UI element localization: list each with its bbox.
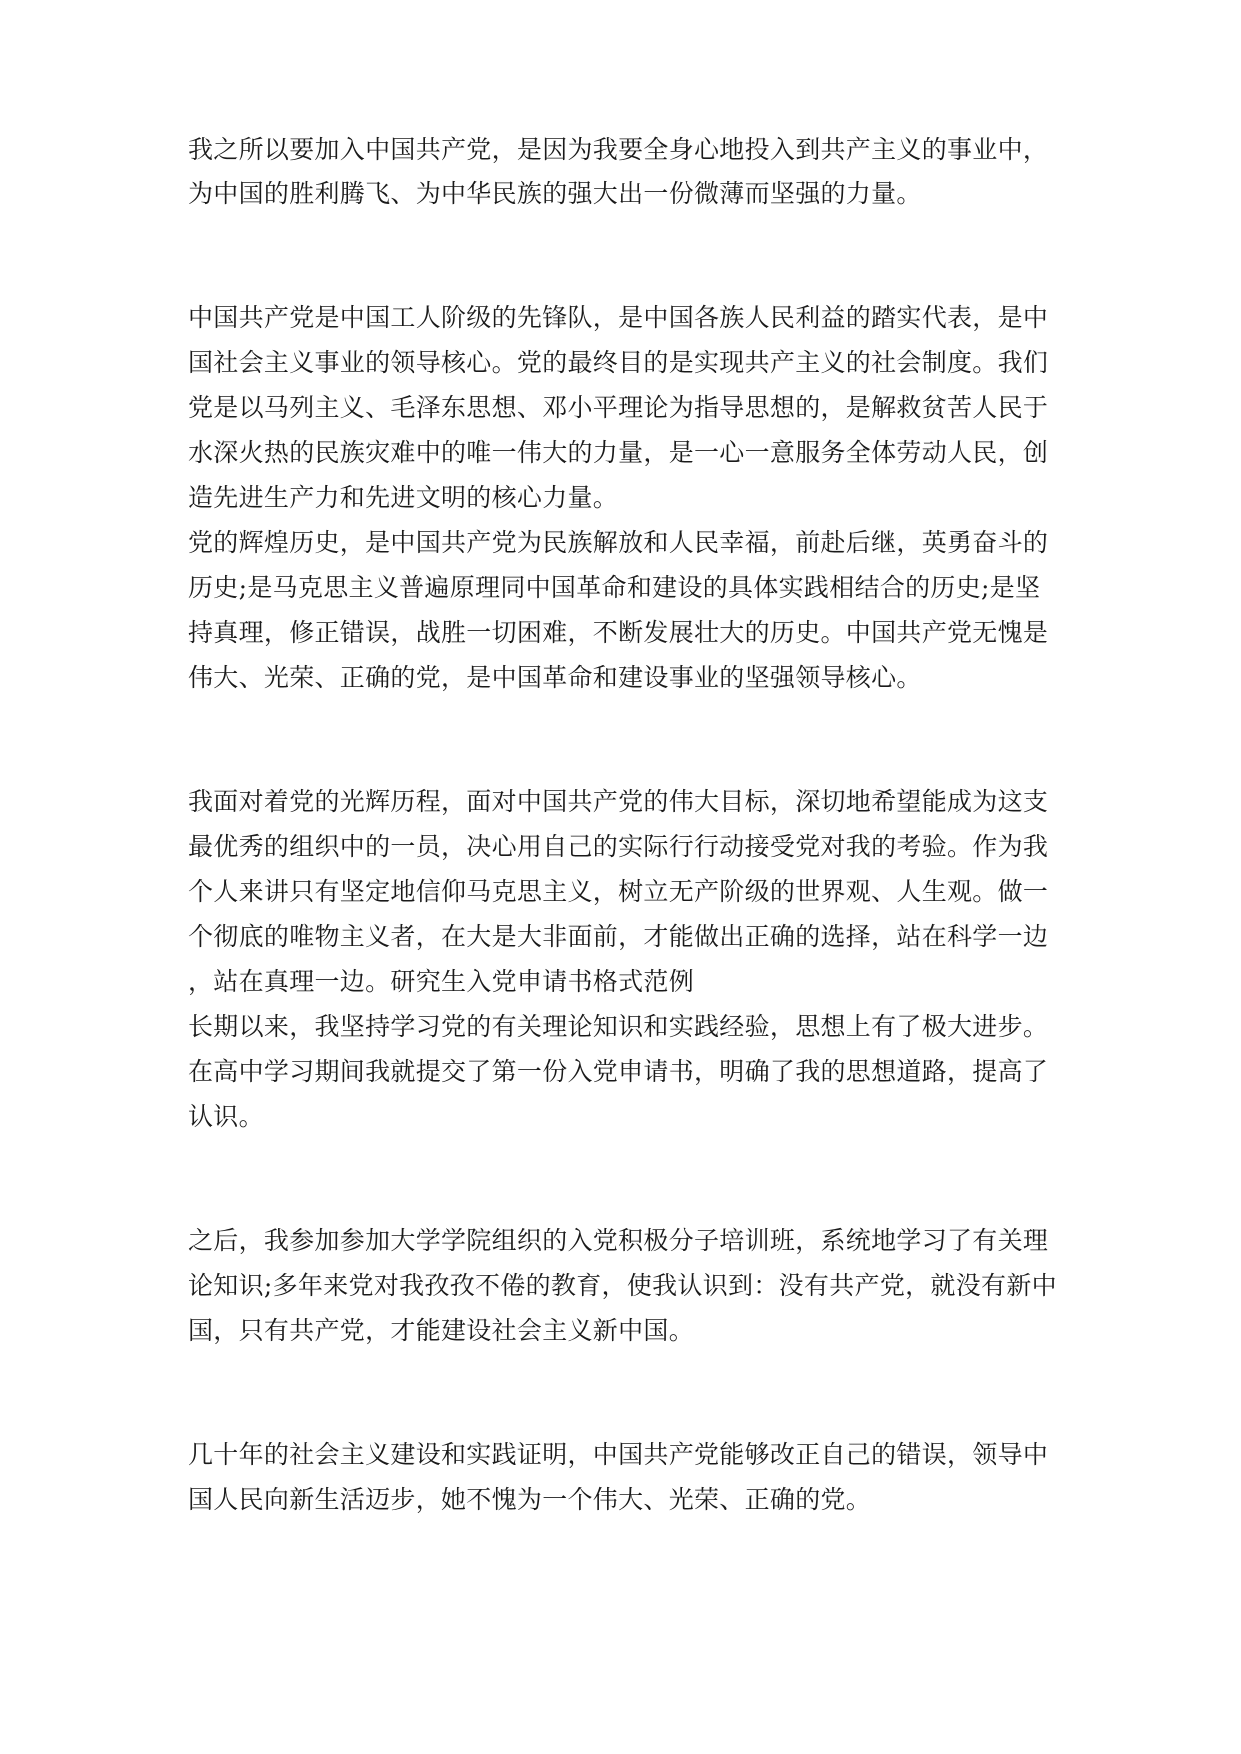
- paragraph-3-line-3: 持真理，修正错误，战胜一切困难，不断发展壮大的历史。中国共产党无愧是: [188, 618, 1049, 647]
- paragraph-5-line-2: 在高中学习期间我就提交了第一份入党申请书，明确了我的思想道路，提高了: [188, 1057, 1049, 1086]
- paragraph-4-line-4: 个彻底的唯物主义者，在大是大非面前，才能做出正确的选择，站在科学一边: [188, 922, 1049, 951]
- paragraph-4-line-1: 我面对着党的光辉历程，面对中国共产党的伟大目标，深切地希望能成为这支: [188, 787, 1049, 816]
- paragraph-2-line-3: 党是以马列主义、毛泽东思想、邓小平理论为指导思想的，是解救贫苦人民于: [188, 393, 1049, 422]
- paragraph-2-line-1: 中国共产党是中国工人阶级的先锋队，是中国各族人民利益的踏实代表，是中: [188, 303, 1049, 332]
- paragraph-2-line-5: 造先进生产力和先进文明的核心力量。: [188, 483, 619, 512]
- paragraph-2-line-4: 水深火热的民族灾难中的唯一伟大的力量，是一心一意服务全体劳动人民，创: [188, 438, 1049, 467]
- paragraph-4-line-2: 最优秀的组织中的一员，决心用自己的实际行行动接受党对我的考验。作为我: [188, 832, 1049, 861]
- paragraph-7-line-1: 几十年的社会主义建设和实践证明，中国共产党能够改正自己的错误，领导中: [188, 1440, 1049, 1469]
- paragraph-6-line-3: 国，只有共产党，才能建设社会主义新中国。: [188, 1316, 695, 1345]
- paragraph-6-line-2: 论知识;多年来党对我孜孜不倦的教育，使我认识到：没有共产党，就没有新中: [188, 1271, 1057, 1300]
- paragraph-5-line-3: 认识。: [188, 1102, 264, 1131]
- paragraph-4-line-5: ，站在真理一边。研究生入党申请书格式范例: [188, 967, 695, 996]
- paragraph-1-line-2: 为中国的胜利腾飞、为中华民族的强大出一份微薄而坚强的力量。: [188, 179, 922, 208]
- paragraph-3-line-4: 伟大、光荣、正确的党，是中国革命和建设事业的坚强领导核心。: [188, 663, 922, 692]
- paragraph-4-line-3: 个人来讲只有坚定地信仰马克思主义，树立无产阶级的世界观、人生观。做一: [188, 877, 1049, 906]
- paragraph-1-line-1: 我之所以要加入中国共产党，是因为我要全身心地投入到共产主义的事业中，: [188, 135, 1049, 164]
- paragraph-3-line-1: 党的辉煌历史，是中国共产党为民族解放和人民幸福，前赴后继，英勇奋斗的: [188, 528, 1049, 557]
- paragraph-7-line-2: 国人民向新生活迈步，她不愧为一个伟大、光荣、正确的党。: [188, 1485, 872, 1514]
- paragraph-6-line-1: 之后，我参加参加大学学院组织的入党积极分子培训班，系统地学习了有关理: [188, 1226, 1049, 1255]
- paragraph-2-line-2: 国社会主义事业的领导核心。党的最终目的是实现共产主义的社会制度。我们: [188, 348, 1049, 377]
- paragraph-3-line-2: 历史;是马克思主义普遍原理同中国革命和建设的具体实践相结合的历史;是坚: [188, 573, 1041, 602]
- paragraph-5-line-1: 长期以来，我坚持学习党的有关理论知识和实践经验，思想上有了极大进步。: [188, 1012, 1049, 1041]
